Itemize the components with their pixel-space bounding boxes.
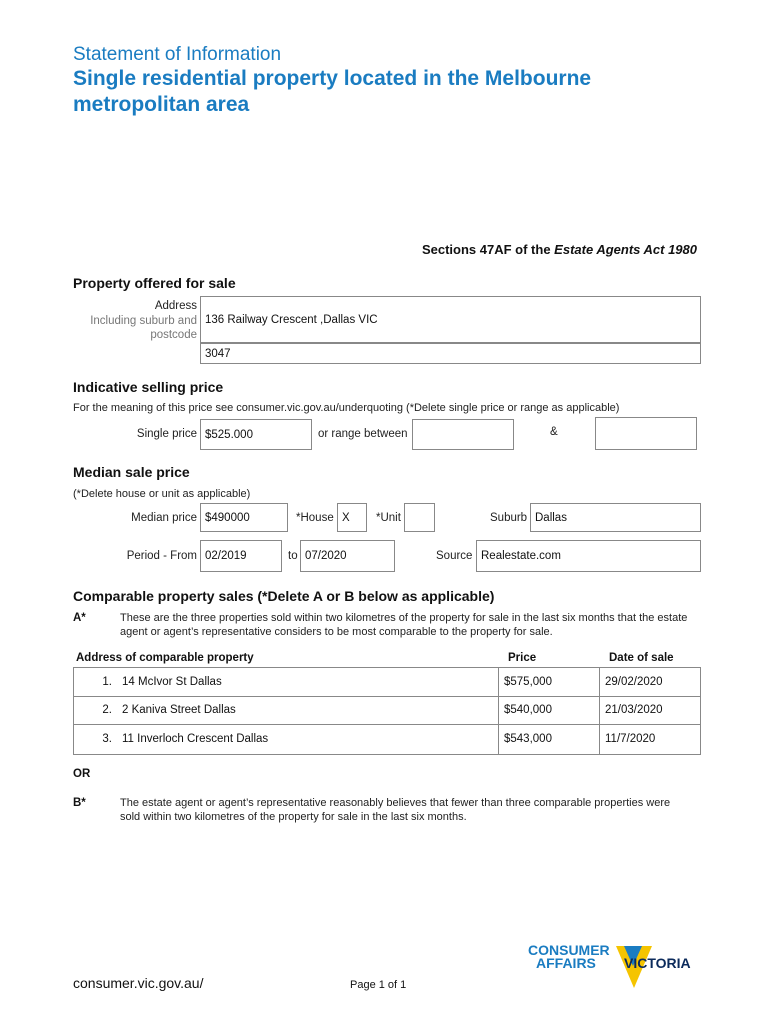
- median-note: (*Delete house or unit as applicable): [73, 488, 251, 500]
- suburb-field[interactable]: [530, 503, 701, 532]
- median-price-field[interactable]: [200, 503, 288, 532]
- logo-line2: AFFAIRS: [536, 955, 596, 971]
- row-address[interactable]: 14 McIvor St Dallas: [122, 668, 499, 696]
- indicative-note: For the meaning of this price see consumer.vic.gov.au/underquoting (*Delete single price or range as applicable): [73, 402, 620, 414]
- suburb-label: Suburb: [490, 512, 528, 524]
- indicative-heading: Indicative selling price: [73, 379, 224, 395]
- single-price-field[interactable]: [200, 419, 312, 450]
- period-to-value: 07/2020: [305, 550, 347, 562]
- col-date-header: Date of sale: [609, 652, 674, 664]
- consumer-affairs-victoria-logo: [528, 944, 703, 992]
- period-from-value: 02/2019: [205, 550, 247, 562]
- period-to-field[interactable]: [300, 540, 395, 572]
- source-field[interactable]: [476, 540, 701, 572]
- range-ampersand: &: [550, 426, 558, 438]
- address-label-line2: Including suburb and: [90, 315, 197, 327]
- range-from-field[interactable]: [412, 419, 514, 450]
- property-heading: Property offered for sale: [73, 275, 236, 291]
- act-name: Estate Agents Act 1980: [554, 242, 697, 257]
- document-title: Single residential property located in the Melbourne metropolitan area: [73, 67, 592, 116]
- single-price-value: $525.000: [205, 428, 253, 441]
- address-field[interactable]: [200, 296, 701, 343]
- median-price-value: $490000: [205, 511, 250, 524]
- source-value: Realestate.com: [481, 550, 561, 562]
- median-price-label: Median price: [131, 512, 197, 524]
- suburb-value: Dallas: [535, 511, 567, 524]
- row-address[interactable]: 11 Inverloch Crescent Dallas: [122, 725, 499, 754]
- page-number: Page 1 of 1: [350, 979, 407, 991]
- table-row: [74, 668, 700, 697]
- comparable-heading: Comparable property sales (*Delete A or B below as applicable): [73, 588, 495, 604]
- address-value: 136 Railway Crescent ,Dallas VIC: [205, 313, 378, 326]
- row-date[interactable]: 29/02/2020: [605, 675, 663, 688]
- footer-url[interactable]: consumer.vic.gov.au/: [73, 975, 204, 991]
- row-price[interactable]: $540,000: [499, 697, 600, 725]
- row-price[interactable]: $543,000: [499, 725, 600, 754]
- unit-label: *Unit: [376, 512, 401, 524]
- logo-line3: VICTORIA: [624, 955, 691, 971]
- address-label-line3: postcode: [150, 329, 197, 341]
- period-from-label: Period - From: [126, 550, 197, 562]
- option-a-text: These are the three properties sold within two kilometres of the property for sale in the last six months that the estate agent or agent’s representative considers to be most comparable to the property for sale.: [120, 612, 688, 638]
- median-heading: Median sale price: [73, 464, 190, 480]
- house-label: *House: [296, 512, 334, 524]
- row-number: 3.: [102, 733, 112, 746]
- address-label-line1: Address: [154, 300, 197, 312]
- option-b-label: B*: [73, 797, 86, 809]
- unit-checkbox[interactable]: [404, 503, 435, 532]
- postcode-field[interactable]: [200, 343, 701, 364]
- house-value: X: [342, 511, 350, 524]
- row-number: 2.: [102, 704, 112, 717]
- or-label: OR: [73, 768, 91, 780]
- option-a-label: A*: [73, 612, 86, 624]
- row-date[interactable]: 11/7/2020: [605, 733, 656, 746]
- row-address[interactable]: 2 Kaniva Street Dallas: [122, 697, 499, 725]
- house-checkbox[interactable]: [337, 503, 367, 532]
- table-row: [74, 725, 700, 754]
- row-date[interactable]: 21/03/2020: [605, 704, 663, 717]
- single-price-label: Single price: [136, 428, 197, 440]
- row-number: 1.: [102, 675, 112, 688]
- range-label: or range between: [318, 428, 408, 440]
- postcode-value: 3047: [205, 347, 231, 360]
- comparable-table: [73, 667, 701, 755]
- act-prefix: Sections 47AF of the: [421, 242, 555, 257]
- col-address-header: Address of comparable property: [76, 652, 254, 664]
- period-from-field[interactable]: [200, 540, 282, 572]
- range-to-field[interactable]: [595, 417, 697, 450]
- option-b-text: The estate agent or agent’s representative reasonably believes that fewer than three comparable properties were sold within two kilometres of the property for sale in the last six months.: [120, 797, 671, 823]
- logo-line1: CONSUMER: [528, 942, 610, 958]
- document-supertitle: Statement of Information: [73, 44, 282, 65]
- source-label: Source: [436, 550, 473, 562]
- row-price[interactable]: $575,000: [499, 668, 600, 696]
- period-to-label: to: [288, 550, 298, 562]
- table-row: [74, 697, 700, 726]
- col-price-header: Price: [508, 652, 537, 664]
- act-reference: [422, 242, 697, 257]
